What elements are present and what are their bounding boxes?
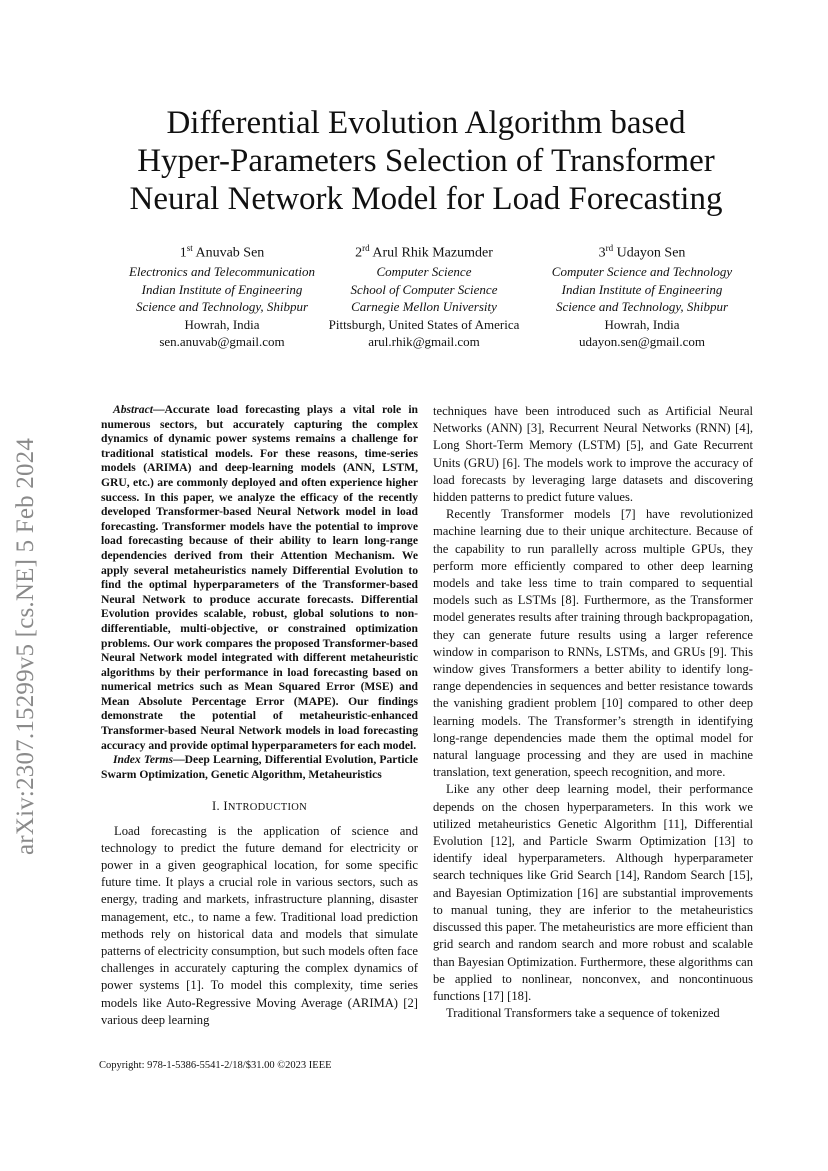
left-column: [101, 403, 418, 1029]
abstract-text: —Accurate load forecasting plays a vital role in numerous sectors, but accurately capturing the complex dynamics of dynamic power systems remains a challenge for traditional statistical models. For these reasons, time-series models (ARIMA) and deep-learning models (ANN, LSTM, GRU, etc.) are commonly deployed and often experience higher success. In this paper, we analyze the efficacy of the recently developed Transformer-based Neural Network model in load forecasting. Transformer models have the potential to improve load forecasting because of their ability to learn long-range dependencies derived from their Attention Mechanism. We apply several metaheuristics namely Differential Evolution to find the optimal hyperparameters of the Transformer-based Neural Network to produce accurate forecasts. Differential Evolution provides scalable, robust, global solutions to non-differentiable, multi-objective, or constrained optimization problems. Our work compares the proposed Transformer-based Neural Network model integrated with different metaheuristic algorithms by their performance in load forecasting based on numerical metrics such as Mean Squared Error (MSE) and Mean Absolute Percentage Error (MAPE). Our findings demonstrate the potential of metaheuristic-enhanced Transformer-based Neural Network models in load forecasting accuracy and provide optimal hyperparameters for each model.: [101, 403, 418, 752]
arxiv-identifier: arXiv:2307.15299v5 [cs.NE] 5 Feb 2024: [12, 437, 39, 855]
index-terms-label: Index Terms: [113, 753, 174, 767]
author-affiliation: Carnegie Mellon University: [351, 299, 497, 315]
author-affiliation: School of Computer Science: [350, 281, 498, 297]
author-email: sen.anuvab@gmail.com: [159, 334, 285, 350]
body-paragraph: Like any other deep learning model, their performance depends on the chosen hyperparameters. In this work we utilized metaheuristics Genetic Algorithm [11], Differential Evolution [12], and Particle Swarm Optimization [13] to identify ideal hyperparameters. Although hyperparameter search techniques like Grid Search [14], Random Search [15], and Bayesian Optimization [16] are substantial improvements to manual tuning, they are inferior to the metaheuristics discussed this paper. The metaheuristics are more efficient than grid search and random search and more robust and scalable than Bayesian Optimization. Furthermore, these algorithms can be applied to nonlinear, nonconvex, and noncontinuous functions [17] [18].: [433, 782, 753, 1003]
title-line: Neural Network Model for Load Forecasting: [129, 181, 723, 217]
author-name: 3rd Udayon Sen: [598, 243, 686, 261]
author-name: 2rd Arul Rhik Mazumder: [355, 243, 493, 261]
body-paragraph: Traditional Transformers take a sequence of tokenized: [446, 1006, 720, 1021]
copyright-notice: Copyright: 978-1-5386-5541-2/18/$31.00 ©2023 IEEE: [99, 1060, 332, 1071]
body-paragraph: Load forecasting is the application of science and technology to predict the future demand for electricity or power in a given geographical location, for some specific future time. It plays a crucial role in various sectors, such as energy, trading and markets, infrastructure planning, disaster management, etc., to name a few. Traditional load prediction methods rely on historical data and models that simulate patterns of electricity consumption, but such models often face challenges in accurately capturing the complex dynamics of power systems [1]. To model this complexity, time series models like Auto-Regressive Moving Average (ARIMA) [2] various deep learning: [101, 823, 418, 1027]
author-affiliation: Indian Institute of Engineering: [141, 281, 303, 297]
author-affiliation: Science and Technology, Shibpur: [135, 299, 309, 315]
abstract-label: Abstract: [113, 403, 153, 416]
author-affiliation: Electronics and Telecommunication: [128, 264, 316, 280]
body-paragraph: techniques have been introduced such as Artificial Neural Networks (ANN) [3], Recurrent Neural Networks (RNN) [4], Long Short-Term Memory (LSTM) [5], and Gate Recurrent Units (GRU) [6]. The models work to improve the accuracy of load forecasts by leveraging large datasets and discovering hidden patterns to predict future values.: [433, 404, 753, 505]
title-line: Differential Evolution Algorithm based: [166, 105, 686, 141]
author-location: Pittsburgh, United States of America: [328, 316, 520, 332]
index-terms-text: —Deep Learning, Differential Evolution, Particle Swarm Optimization, Genetic Algorithm, Metaheuristics: [101, 753, 418, 781]
paper-title: [96, 104, 756, 218]
body-paragraph: Recently Transformer models [7] have revolutionized machine learning due to their unique architecture. Because of the capability to run parallelly across multiple GPUs, they perform more efficiently compared to other deep learning models and take less time to train compared to sequential models such as LSTMs [8]. Furthermore, as the Transformer model generates results after training through backpropagation, they can generate future results using a larger reference window in comparison to RNNs, LSTMs, and GRUs [9]. This window gives Transformers a better ability to identify long-range dependencies in sequences and better resistance towards the vanishing gradient problem [10] compared to other deep learning models. The Transformer’s strength in identifying long-range dependencies made them the optimal model for natural language processing and they are used in machine translation, text generation, speech recognition, and more.: [433, 507, 753, 780]
right-column: [433, 403, 753, 1022]
author-affiliation: Computer Science: [376, 264, 472, 280]
author-email: arul.rhik@gmail.com: [368, 334, 480, 350]
title-line: Hyper-Parameters Selection of Transformer: [137, 143, 715, 179]
index-terms: [101, 753, 418, 782]
author-location: Howrah, India: [184, 316, 260, 332]
author-name: 1st Anuvab Sen: [179, 243, 265, 261]
author-location: Howrah, India: [604, 316, 680, 332]
author-affiliation: Science and Technology, Shibpur: [555, 299, 729, 315]
author-block-3: [512, 240, 772, 351]
author-email: udayon.sen@gmail.com: [578, 334, 706, 350]
author-affiliation: Indian Institute of Engineering: [561, 281, 723, 297]
abstract: [101, 403, 418, 753]
section-heading: I. INTRODUCTION: [211, 799, 308, 814]
author-affiliation: Computer Science and Technology: [551, 264, 733, 280]
